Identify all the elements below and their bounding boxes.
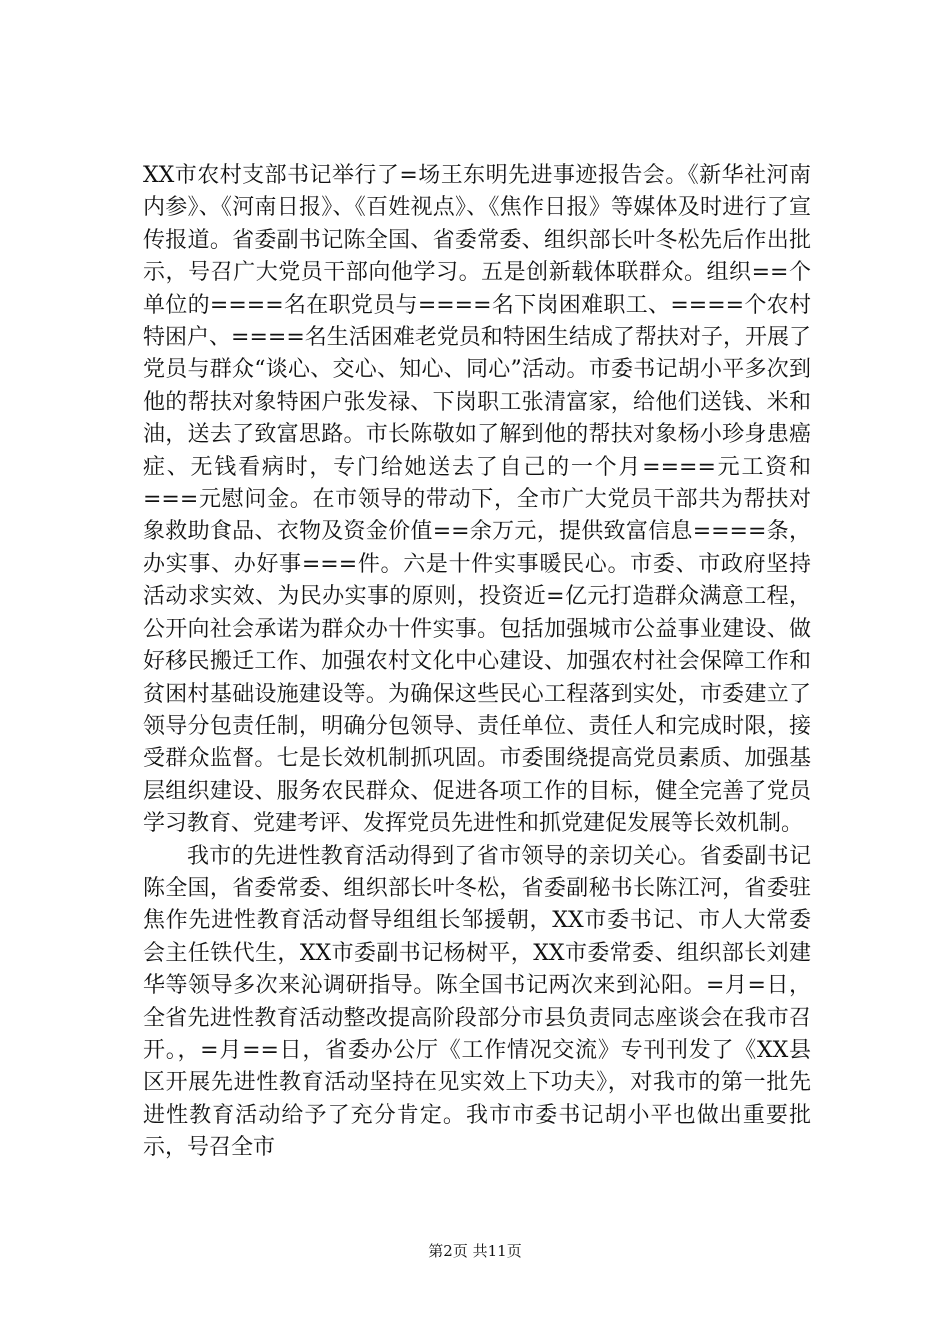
paragraph-2: 我市的先进性教育活动得到了省市领导的亲切关心。省委副书记陈全国，省委常委、组织部长叶冬松，省委副秘书长陈江河，省委驻焦作先进性教育活动督导组组长邹援朝，XX市委书记、市人大常委会主任铁代生，XX市委副书记杨树平，XX市委常委、组织部长刘建华等领导多次来沁调研指导。陈全国书记两次来到沁阳。=月=日，全省先进性教育活动整改提高阶段部分市县负责同志座谈会在我市召开。，=月==日，省委办公厅《工作情况交流》专刊刊发了《XX县区开展先进性教育活动坚持在见实效上下功夫》，对我市的第一批先进性教育活动给予了充分肯定。我市市委书记胡小平也做出重要批示，号召全市 (143, 843, 811, 1161)
page-footer: 第2页 共11页 (428, 1242, 522, 1260)
paragraph-1: XX市农村支部书记举行了=场王东明先进事迹报告会。《新华社河南内参》、《河南日报》、《百姓视点》、《焦作日报》等媒体及时进行了宣传报道。省委副书记陈全国、省委常委、组织部长叶冬松先后作出批示，号召广大党员干部向他学习。五是创新载体联群众。组织==个单位的====名在职党员与====名下岗困难职工、====个农村特困户、====名生活困难老党员和特困生结成了帮扶对子，开展了党员与群众“谈心、交心、知心、同心”活动。市委书记胡小平多次到他的帮扶对象特困户张发禄、下岗职工张清富家，给他们送钱、米和油，送去了致富思路。市长陈敬如了解到他的帮扶对象杨小珍身患癌症、无钱看病时，专门给她送去了自己的一个月====元工资和===元慰问金。在市领导的带动下，全市广大党员干部共为帮扶对象救助食品、衣物及资金价值==余万元，提供致富信息====条，办实事、办好事===件。六是十件实事暖民心。市委、市政府坚持活动求实效、为民办实事的原则，投资近=亿元打造群众满意工程，公开向社会承诺为群众办十件实事。包括加强城市公益事业建设、做好移民搬迁工作、加强农村文化中心建设、加强农村社会保障工作和贫困村基础设施建设等。为确保这些民心工程落到实处，市委建立了领导分包责任制，明确分包领导、责任单位、责任人和完成时限，接受群众监督。七是长效机制抓巩固。市委围绕提高党员素质、加强基层组织建设、服务农民群众、促进各项工作的目标，健全完善了党员学习教育、党建考评、发挥党员先进性和抓党建促发展等长效机制。 (143, 163, 811, 837)
document-body (143, 160, 811, 1165)
